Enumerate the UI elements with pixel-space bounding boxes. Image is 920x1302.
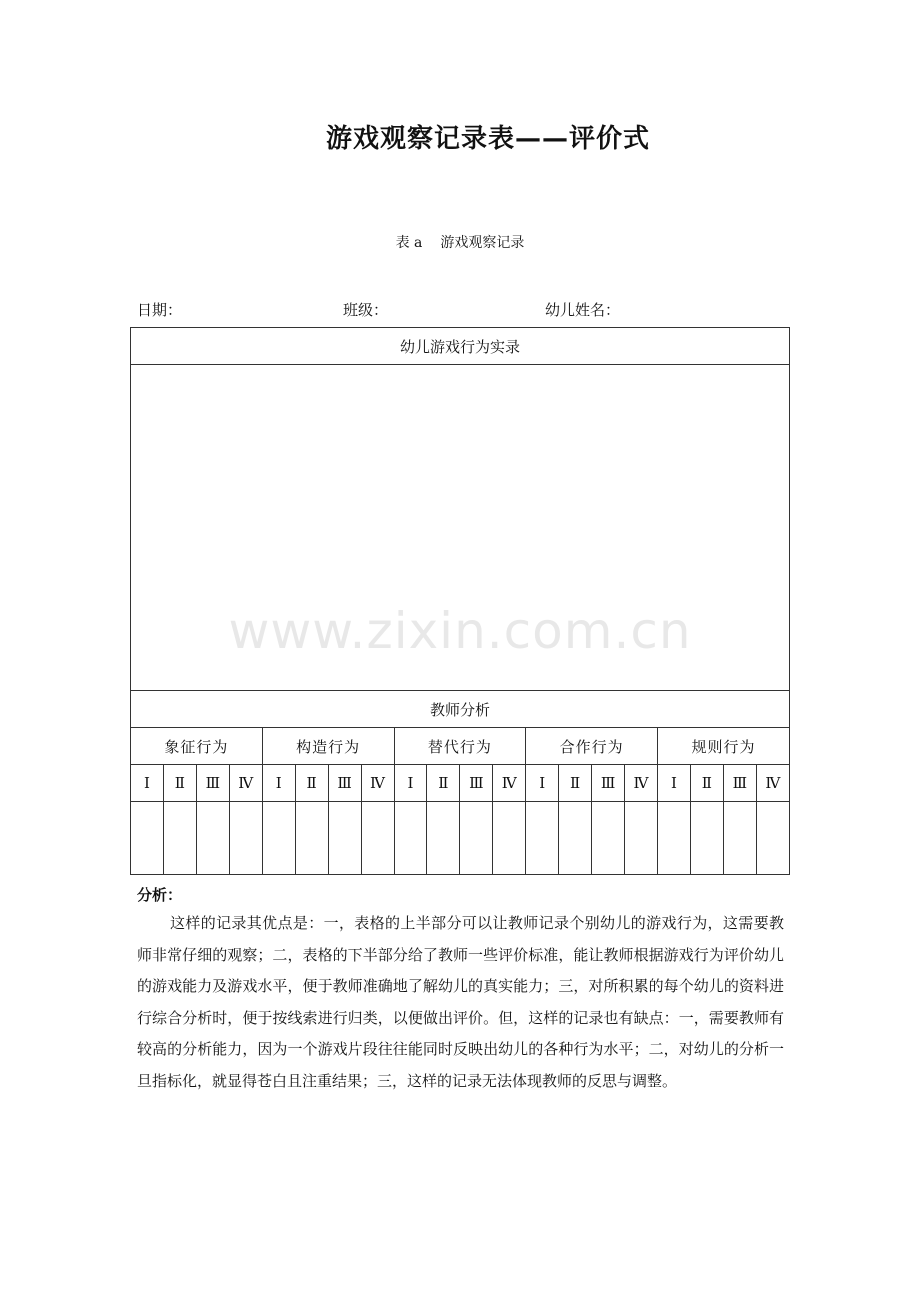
date-label: 日期： <box>137 301 183 319</box>
document-title: 游戏观察记录表——评价式 <box>325 124 650 154</box>
analysis-heading: 分析： <box>137 886 183 904</box>
level-cell: Ⅰ <box>394 765 427 802</box>
level-cell: Ⅱ <box>295 765 328 802</box>
score-cell <box>559 802 592 875</box>
level-cell: Ⅳ <box>361 765 394 802</box>
watermark: www.zixin.com.cn <box>228 602 692 660</box>
score-cell <box>493 802 526 875</box>
level-cell: Ⅰ <box>262 765 295 802</box>
table-caption-label: 表 a <box>395 235 423 251</box>
score-cell <box>328 802 361 875</box>
category-constructive: 构造行为 <box>262 728 394 765</box>
score-cell <box>295 802 328 875</box>
score-cell <box>196 802 229 875</box>
score-cell <box>690 802 723 875</box>
level-cell: Ⅲ <box>196 765 229 802</box>
level-cell: Ⅳ <box>756 765 789 802</box>
table-caption <box>0 232 920 252</box>
level-cell: Ⅲ <box>328 765 361 802</box>
record-area <box>131 365 790 691</box>
category-substitution: 替代行为 <box>394 728 526 765</box>
level-cell: Ⅱ <box>427 765 460 802</box>
level-cell: Ⅳ <box>493 765 526 802</box>
teacher-analysis-header: 教师分析 <box>131 691 790 728</box>
score-cell <box>262 802 295 875</box>
score-cell <box>756 802 789 875</box>
level-cell: Ⅳ <box>229 765 262 802</box>
observation-table <box>130 327 790 875</box>
score-cell <box>394 802 427 875</box>
category-cooperation: 合作行为 <box>526 728 658 765</box>
table-caption-name: 游戏观察记录 <box>440 235 525 251</box>
level-cell: Ⅱ <box>163 765 196 802</box>
class-label: 班级： <box>343 301 389 319</box>
score-cell <box>131 802 164 875</box>
level-cell: Ⅱ <box>690 765 723 802</box>
level-cell: Ⅰ <box>658 765 691 802</box>
score-cell <box>163 802 196 875</box>
score-cell <box>658 802 691 875</box>
level-cell: Ⅲ <box>723 765 756 802</box>
score-cell <box>625 802 658 875</box>
level-cell: Ⅰ <box>131 765 164 802</box>
analysis-paragraph: 这样的记录其优点是：一，表格的上半部分可以让教师记录个别幼儿的游戏行为，这需要教师非常仔细的观察；二，表格的下半部分给了教师一些评价标准，能让教师根据游戏行为评价幼儿的游戏能力及游戏水平，便于教师准确地了解幼儿的真实能力；三，对所积累的每个幼儿的资料进行综合分析时，便于按线索进行归类，以便做出评价。但，这样的记录也有缺点：一，需要教师有较高的分析能力，因为一个游戏片段往往能同时反映出幼儿的各种行为水平；二，对幼儿的分析一旦指标化，就显得苍白且注重结果；三，这样的记录无法体现教师的反思与调整。 <box>137 914 784 1090</box>
score-cell <box>723 802 756 875</box>
score-cell <box>229 802 262 875</box>
score-cell <box>460 802 493 875</box>
record-header: 幼儿游戏行为实录 <box>131 328 790 365</box>
level-cell: Ⅲ <box>460 765 493 802</box>
score-cell <box>427 802 460 875</box>
score-cell <box>361 802 394 875</box>
level-cell: Ⅱ <box>559 765 592 802</box>
score-cell <box>526 802 559 875</box>
level-cell: Ⅳ <box>625 765 658 802</box>
score-cell <box>592 802 625 875</box>
category-symbolic: 象征行为 <box>131 728 263 765</box>
child-name-label: 幼儿姓名： <box>545 301 621 319</box>
level-cell: Ⅰ <box>526 765 559 802</box>
level-cell: Ⅲ <box>592 765 625 802</box>
category-rules: 规则行为 <box>658 728 790 765</box>
